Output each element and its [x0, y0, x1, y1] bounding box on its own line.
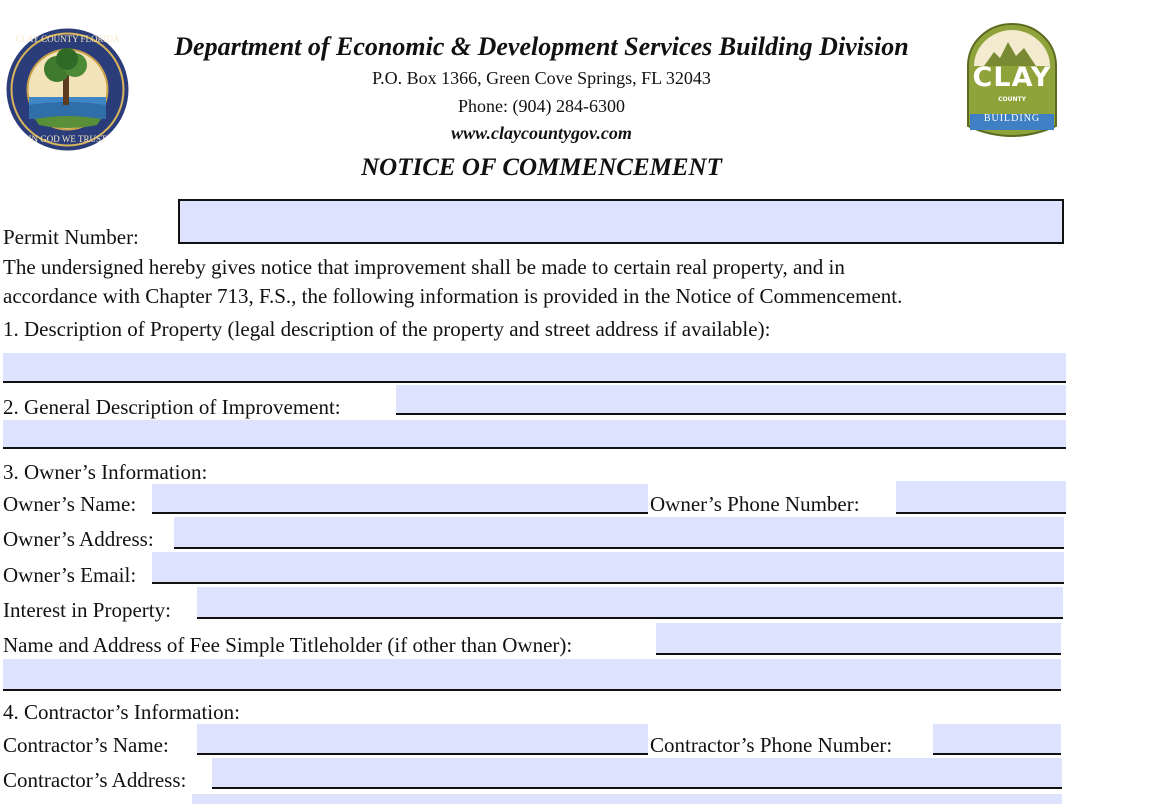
- interest-underline: [197, 617, 1063, 619]
- property-description-field[interactable]: [3, 353, 1066, 381]
- contractor-address-label: Contractor’s Address:: [3, 768, 187, 792]
- owner-name-field[interactable]: [152, 484, 648, 512]
- contractor-address-field[interactable]: [212, 758, 1062, 787]
- intro-line-2: accordance with Chapter 713, F.S., the following information is provided in the Notice of Commencement.: [3, 284, 903, 308]
- owner-email-label: Owner’s Email:: [3, 563, 137, 587]
- owner-address-field[interactable]: [174, 517, 1064, 547]
- improvement-description-field-2[interactable]: [3, 420, 1066, 447]
- fee-simple-underline-2: [3, 689, 1061, 691]
- fee-simple-field-1[interactable]: [656, 623, 1061, 653]
- contractor-address-underline: [212, 787, 1062, 789]
- property-description-underline: [3, 381, 1066, 383]
- owner-phone-field[interactable]: [896, 481, 1066, 512]
- seal-text-bottom: IN GOD WE TRUST: [28, 134, 107, 144]
- intro-line-1: The undersigned hereby gives notice that improvement shall be made to certain real property, and in: [3, 255, 845, 279]
- interest-field[interactable]: [197, 587, 1063, 617]
- department-website[interactable]: www.claycountygov.com: [451, 123, 632, 143]
- owner-address-underline: [174, 547, 1064, 549]
- improvement-description-underline-1: [396, 413, 1066, 415]
- fee-simple-label: Name and Address of Fee Simple Titleholder (if other than Owner):: [3, 633, 573, 657]
- permit-number-label: Permit Number:: [3, 225, 139, 249]
- owner-phone-label: Owner’s Phone Number:: [650, 492, 860, 516]
- contractor-name-field[interactable]: [197, 724, 648, 753]
- badge-main-text: CLAY: [972, 62, 1052, 93]
- owner-name-underline: [152, 512, 648, 514]
- owner-name-label: Owner’s Name:: [3, 492, 137, 516]
- badge-county-text: COUNTY: [998, 96, 1026, 103]
- contractor-address-field-2[interactable]: [192, 794, 1062, 804]
- owner-address-label: Owner’s Address:: [3, 527, 154, 551]
- department-address: P.O. Box 1366, Green Cove Springs, FL 32043: [372, 68, 711, 88]
- fee-simple-field-2[interactable]: [3, 659, 1061, 689]
- contractor-phone-underline: [933, 753, 1061, 755]
- section-2-label: 2. General Description of Improvement:: [3, 395, 341, 419]
- permit-number-field[interactable]: [178, 199, 1064, 244]
- fee-simple-underline-1: [656, 653, 1061, 655]
- interest-label: Interest in Property:: [3, 598, 171, 622]
- section-4-label: 4. Contractor’s Information:: [3, 700, 240, 724]
- form-title: NOTICE OF COMMENCEMENT: [361, 154, 722, 181]
- department-phone: Phone: (904) 284-6300: [458, 96, 625, 116]
- improvement-description-field-1[interactable]: [396, 385, 1066, 413]
- department-title: Department of Economic & Development Services Building Division: [174, 32, 909, 61]
- section-3-label: 3. Owner’s Information:: [3, 460, 208, 484]
- section-1-label: 1. Description of Property (legal description of the property and street address if available):: [3, 317, 771, 341]
- contractor-name-label: Contractor’s Name:: [3, 733, 169, 757]
- owner-email-field[interactable]: [152, 552, 1064, 582]
- contractor-name-underline: [197, 753, 648, 755]
- contractor-phone-label: Contractor’s Phone Number:: [650, 733, 893, 757]
- seal-text-top: CLAY COUNTY FLORIDA: [15, 34, 120, 44]
- badge-building-text: BUILDING: [983, 113, 1041, 124]
- owner-email-underline: [152, 582, 1064, 584]
- owner-phone-underline: [896, 512, 1066, 514]
- improvement-description-underline-2: [3, 447, 1066, 449]
- contractor-phone-field[interactable]: [933, 724, 1061, 753]
